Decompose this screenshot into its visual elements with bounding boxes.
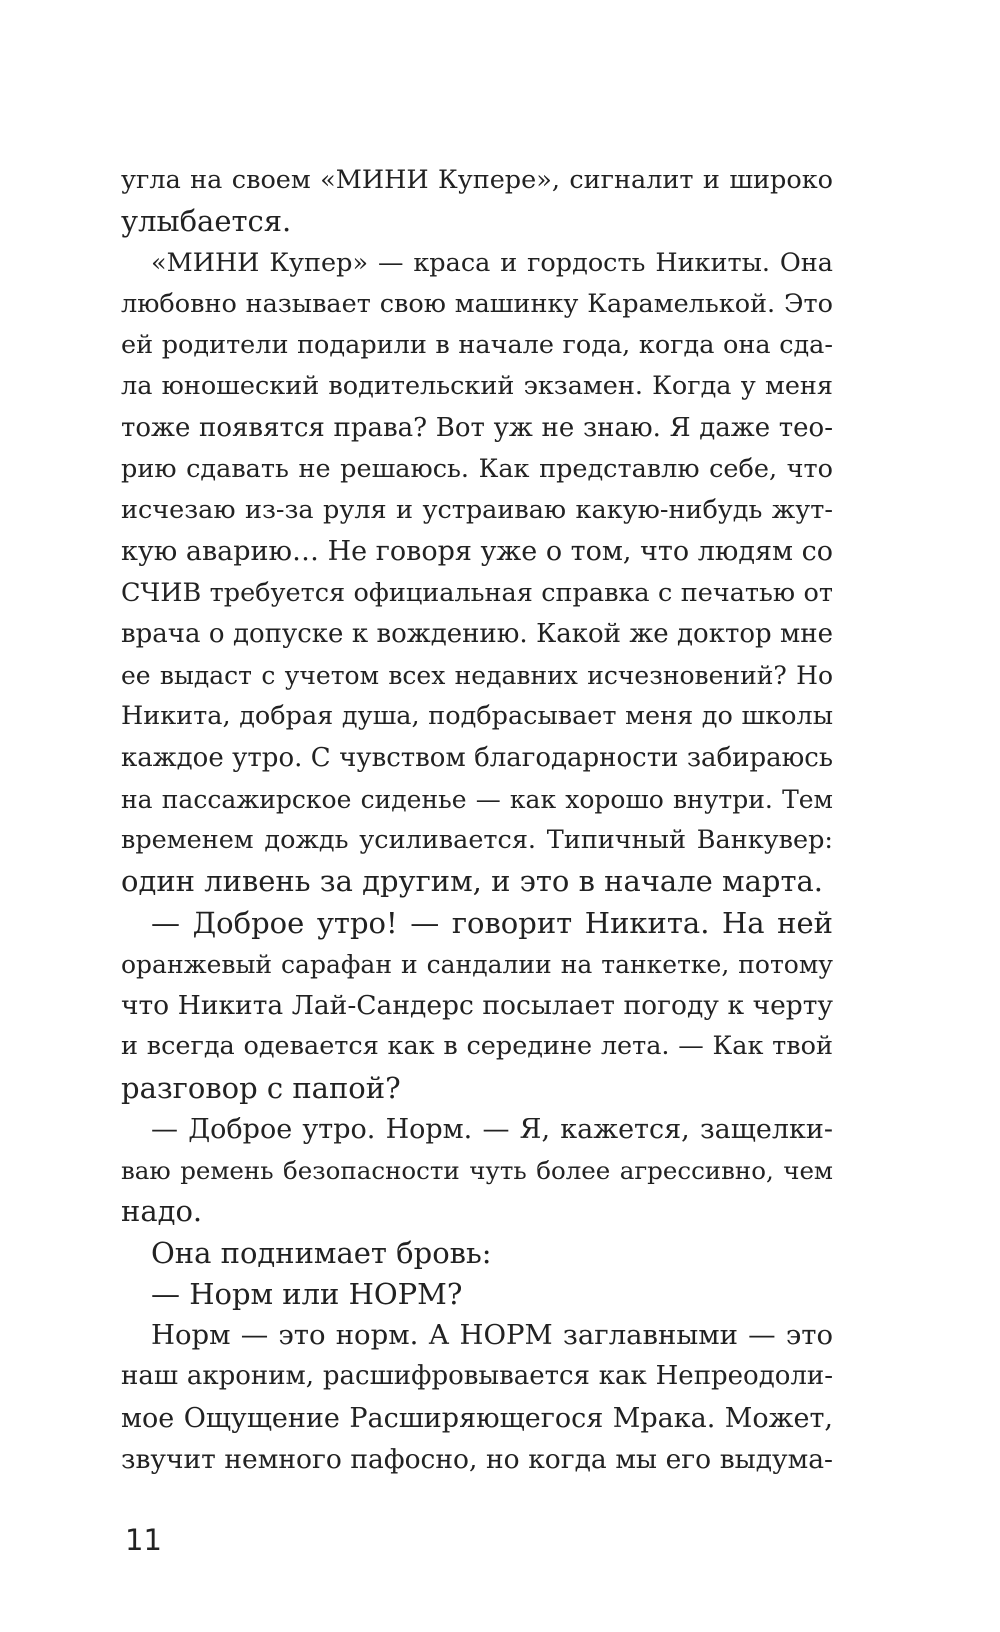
text-line: любовно называет свою машинку Карамелькой. Это [121,288,833,319]
text-line: СЧИВ требуется официальная справка с печатью от [121,577,833,608]
page-number: 11 [125,1523,162,1557]
text-line: наш акроним, расшифровывается как Непреодоли- [121,1361,833,1392]
text-line: временем дождь усиливается. Типичный Ванкувер: [121,825,833,855]
text-line: — Доброе утро. Норм. — Я, кажется, защелки- [151,1113,833,1145]
text-line: исчезаю из-за руля и устраиваю какую-нибудь жут- [121,495,833,525]
text-line: «МИНИ Купер» — краса и гордость Никиты. Она [151,247,833,278]
text-line: один ливень за другим, и это в начале марта. [121,864,823,899]
text-line: оранжевый сарафан и сандалии на танкетке, потому [121,949,833,979]
text-line: угла на своем «МИНИ Купере», сигналит и широко [121,165,833,195]
text-line: ваю ремень безопасности чуть более агрессивно, чем [121,1156,833,1185]
text-line: каждое утро. С чувством благодарности забираюсь [121,742,833,773]
text-line: тоже появятся права? Вот уж не знаю. Я даже тео- [121,412,833,443]
text-line: разговор с папой? [121,1070,401,1105]
text-line: Она поднимает бровь: [151,1235,492,1270]
text-line: врача о допуске к вождению. Какой же доктор мне [121,618,833,649]
text-line: — Доброе утро! — говорит Никита. На ней [151,905,833,940]
text-line: мое Ощущение Расширяющегося Мрака. Может, [121,1402,833,1434]
body-text [121,160,833,1480]
text-line: рию сдавать не решаюсь. Как представлю себе, что [121,453,833,484]
text-line: надо. [121,1194,203,1229]
text-line: ее выдаст с учетом всех недавних исчезновений? Но [121,661,833,690]
text-line: Норм — это норм. А НОРМ заглавными — это [151,1319,833,1351]
text-line: — Норм или НОРМ? [151,1276,463,1311]
text-line: что Никита Лай-Сандерс посылает погоду к черту [121,990,833,1021]
text-line: Никита, добрая душа, подбрасывает меня до школы [121,701,833,732]
text-line: ей родители подарили в начале года, когда она сда- [121,330,833,360]
text-line: и всегда одевается как в середине лета. — Как твой [121,1031,833,1062]
text-line: на пассажирское сиденье — как хорошо внутри. Тем [121,784,833,814]
text-line: ла юношеский водительский экзамен. Когда у меня [121,371,833,402]
text-line: улыбается. [121,204,292,239]
text-line: звучит немного пафосно, но когда мы его выдума- [121,1443,833,1475]
text-line: кую аварию… Не говоря уже о том, что людям со [121,536,833,568]
